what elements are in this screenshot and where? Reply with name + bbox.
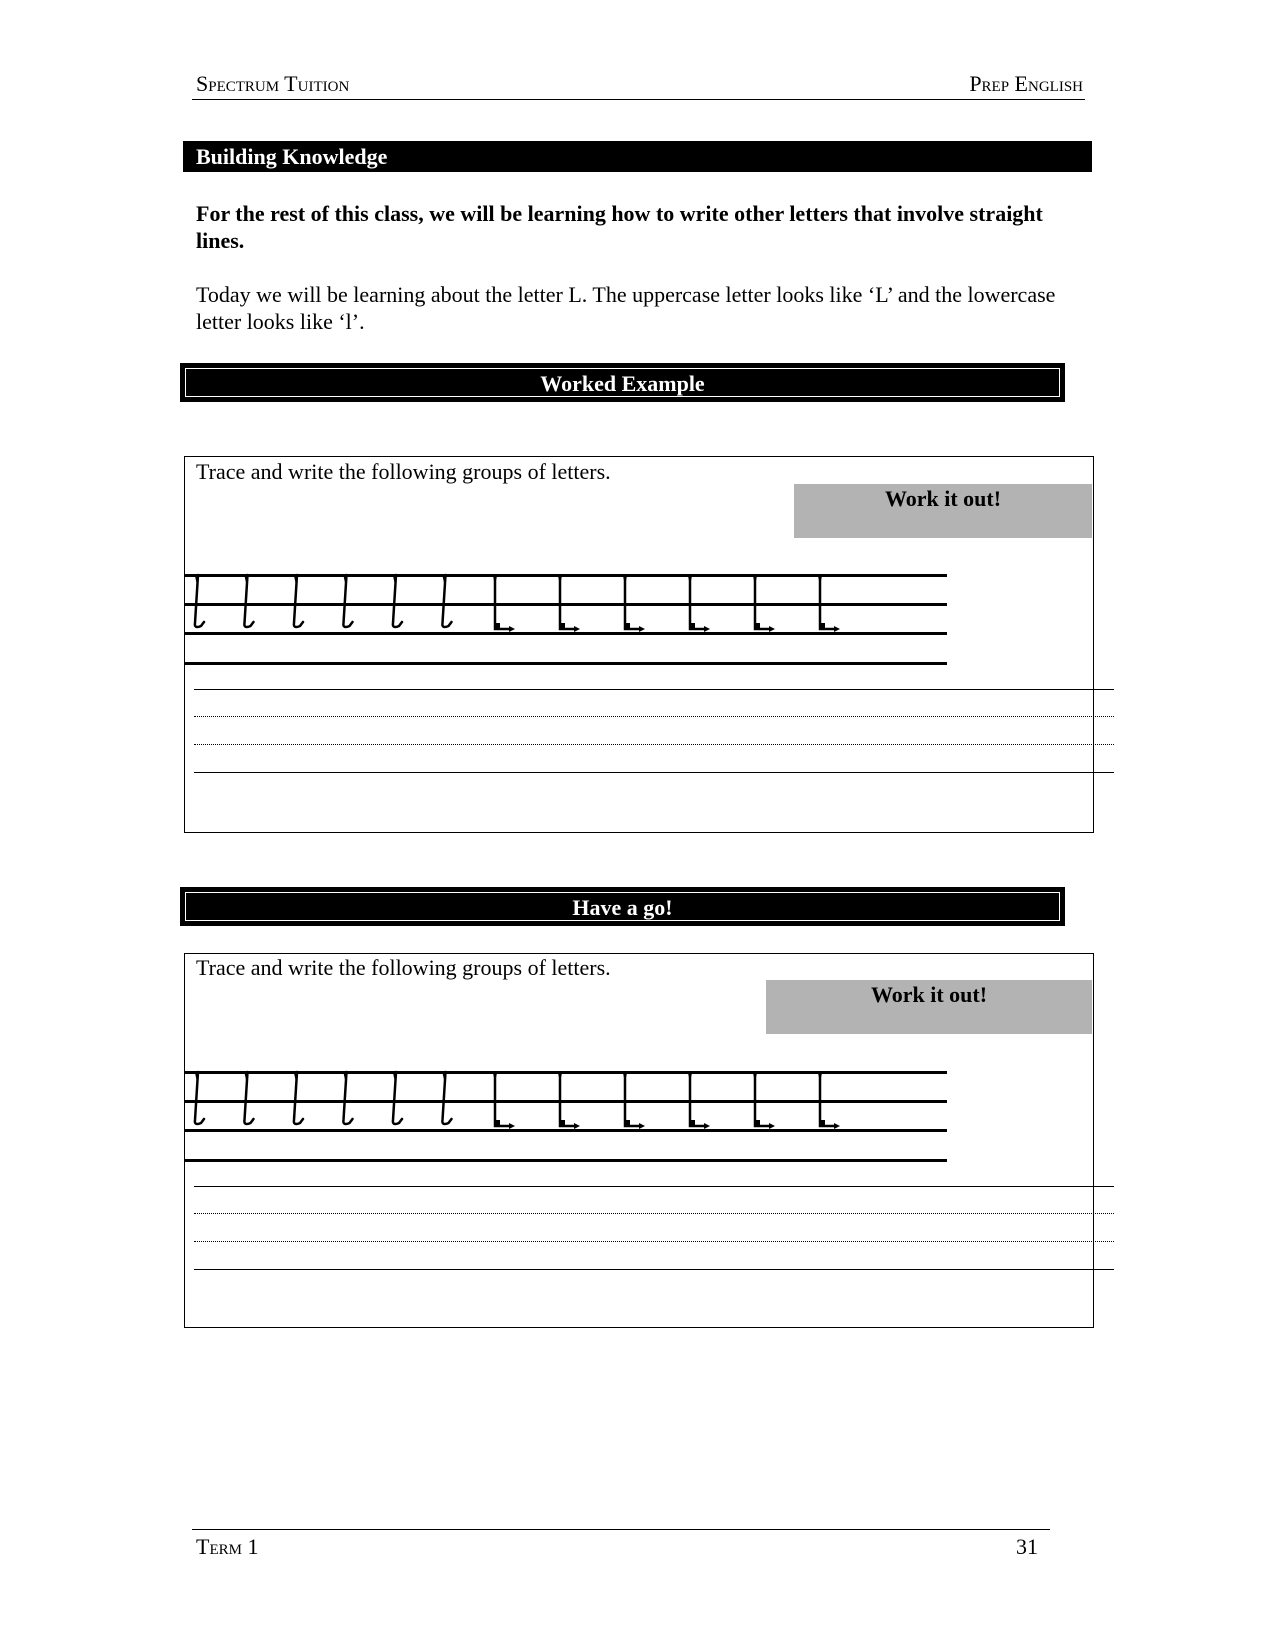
stroke-start-arrow [558,576,562,585]
uppercase-l-trace [560,1072,577,1126]
stroke-end-arrow [639,1123,645,1129]
uppercase-l-trace [690,575,707,629]
corner-marker [819,1120,825,1125]
tracing-bottom-line [184,662,947,665]
stroke-end-arrow [769,1123,775,1129]
uppercase-l-trace [820,575,837,629]
corner-marker [754,623,760,628]
stroke-end-arrow [639,626,645,632]
stroke-start-arrow [623,576,627,585]
writing-line-dotted-upper [194,1213,1114,1214]
stroke-end-arrow [704,1123,710,1129]
corner-marker [819,623,825,628]
footer-rule [192,1529,1050,1530]
intro-bold-paragraph: For the rest of this class, we will be learning how to write other letters that involve straight lines. [196,201,1043,253]
corner-marker [689,623,695,628]
corner-marker [624,623,630,628]
corner-marker [559,623,565,628]
uppercase-l-trace [755,575,772,629]
uppercase-l-trace [495,1072,512,1126]
writing-line-dotted-lower [194,744,1114,745]
corner-marker [624,1120,630,1125]
stroke-start-arrow [753,1073,757,1082]
lowercase-l-trace [393,1072,402,1124]
header-subject: Prep English [969,71,1083,96]
lowercase-l-trace [343,575,352,627]
have-a-go-heading [180,887,1065,926]
worked-example-heading [180,363,1065,402]
uppercase-l-trace [820,1072,837,1126]
corner-marker [494,623,500,628]
writing-line-top [194,1186,1114,1187]
stroke-end-arrow [574,626,580,632]
stroke-start-arrow [493,1073,497,1082]
lowercase-l-trace [244,1072,253,1124]
lowercase-l-trace [343,1072,352,1124]
uppercase-l-trace [495,575,512,629]
uppercase-l-trace [690,1072,707,1126]
building-knowledge-heading: Building Knowledge [183,141,1092,172]
stroke-end-arrow [834,626,840,632]
uppercase-l-trace [625,1072,642,1126]
stroke-end-arrow [834,1123,840,1129]
stroke-start-arrow [753,576,757,585]
worked-example-title: Worked Example [185,368,1060,397]
corner-marker [689,1120,695,1125]
stroke-end-arrow [509,626,515,632]
lowercase-l-trace [195,1072,204,1124]
writing-line-top [194,689,1114,690]
lowercase-l-trace [442,1072,451,1124]
stroke-end-arrow [769,626,775,632]
stroke-start-arrow [688,1073,692,1082]
uppercase-l-trace [755,1072,772,1126]
uppercase-l-trace [560,575,577,629]
lowercase-l-trace [442,575,451,627]
uppercase-l-trace [625,575,642,629]
stroke-start-arrow [818,1073,822,1082]
have-a-go-tracing-letters [184,1070,947,1132]
stroke-start-arrow [558,1073,562,1082]
stroke-start-arrow [818,576,822,585]
header-rule [192,99,1085,100]
footer-term: Term 1 [196,1534,259,1559]
writing-line-base [194,1269,1114,1270]
stroke-start-arrow [688,576,692,585]
have-a-go-title: Have a go! [185,892,1060,921]
stroke-end-arrow [704,626,710,632]
have-a-go-work-it-out [766,980,1092,1034]
stroke-start-arrow [623,1073,627,1082]
worked-example-instruction: Trace and write the following groups of letters. [196,459,611,484]
worked-example-tracing-letters [184,573,947,635]
lowercase-l-trace [195,575,204,627]
corner-marker [559,1120,565,1125]
intro-paragraph: Today we will be learning about the letter L. The uppercase letter looks like ‘L’ and the lowercase letter looks like ‘l’. [196,282,1056,334]
work-it-out-label: Work it out! [884,486,1002,511]
stroke-start-arrow [493,576,497,585]
tracing-bottom-line [184,1159,947,1162]
corner-marker [754,1120,760,1125]
have-a-go-instruction: Trace and write the following groups of letters. [196,955,611,980]
lowercase-l-trace [294,1072,303,1124]
page-number: 31 [1016,1534,1038,1559]
writing-line-base [194,772,1114,773]
writing-line-dotted-lower [194,1241,1114,1242]
lowercase-l-trace [294,575,303,627]
lowercase-l-trace [244,575,253,627]
corner-marker [494,1120,500,1125]
stroke-end-arrow [509,1123,515,1129]
lowercase-l-trace [393,575,402,627]
writing-line-dotted-upper [194,716,1114,717]
header-school-name: Spectrum Tuition [196,71,350,96]
work-it-out-label: Work it out! [870,982,988,1007]
worked-example-work-it-out [794,484,1092,538]
stroke-end-arrow [574,1123,580,1129]
